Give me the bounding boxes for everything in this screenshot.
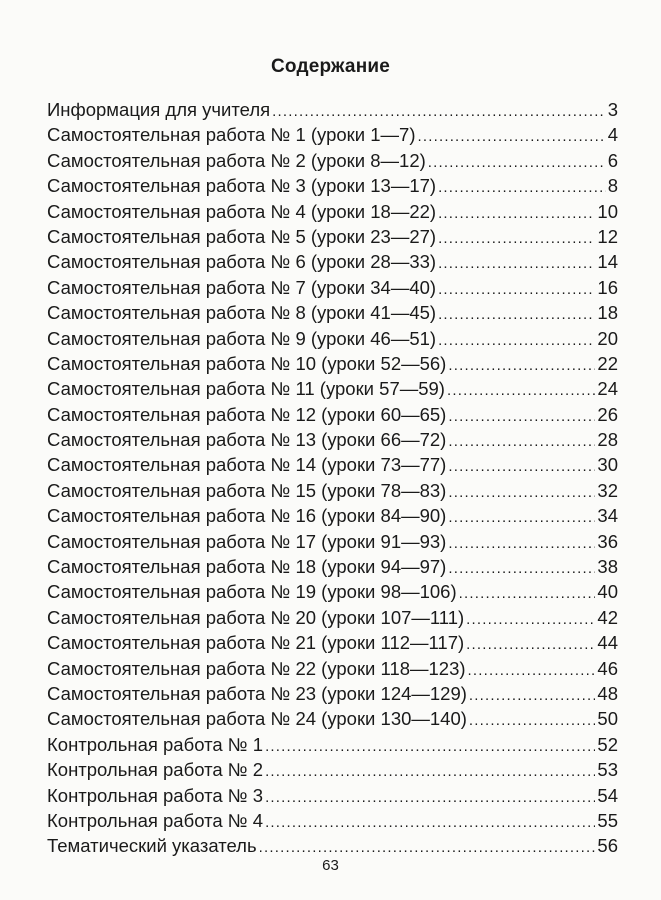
toc-entry[interactable] bbox=[47, 224, 618, 249]
toc-entry-label: Самостоятельная работа № 22 (уроки 118—123) bbox=[47, 657, 466, 679]
toc-entry-page: 22 bbox=[597, 352, 618, 374]
toc-entry[interactable] bbox=[47, 275, 618, 300]
toc-entry[interactable] bbox=[47, 376, 618, 401]
toc-entry[interactable] bbox=[47, 554, 618, 579]
toc-entry-page: 8 bbox=[607, 175, 618, 197]
toc-entry[interactable] bbox=[47, 503, 618, 528]
toc-entry-page: 36 bbox=[597, 530, 618, 552]
dot-leader bbox=[438, 201, 595, 226]
toc-entry[interactable] bbox=[47, 757, 618, 782]
toc-entry-page: 3 bbox=[607, 99, 618, 120]
toc-entry[interactable] bbox=[47, 452, 618, 477]
toc-entry-page: 32 bbox=[597, 479, 618, 501]
toc-entry[interactable] bbox=[47, 351, 618, 376]
dot-leader bbox=[448, 454, 595, 479]
toc-entry[interactable] bbox=[47, 122, 618, 147]
toc-entry-label: Самостоятельная работа № 1 (уроки 1—7) bbox=[47, 124, 416, 146]
toc-entry-page: 14 bbox=[597, 251, 618, 273]
toc-entry-label: Самостоятельная работа № 11 (уроки 57—59) bbox=[47, 378, 445, 400]
toc-entry-page: 4 bbox=[607, 124, 618, 146]
toc-entry-label: Контрольная работа № 1 bbox=[47, 733, 264, 755]
toc-entry-label: Самостоятельная работа № 10 (уроки 52—56) bbox=[47, 352, 447, 374]
dot-leader bbox=[448, 556, 595, 581]
toc-entry[interactable] bbox=[47, 249, 618, 274]
dot-leader bbox=[265, 785, 595, 810]
dot-leader bbox=[469, 683, 596, 708]
dot-leader bbox=[448, 353, 595, 378]
toc-entry-page: 10 bbox=[597, 200, 618, 222]
dot-leader bbox=[448, 429, 595, 454]
toc-entry[interactable] bbox=[47, 173, 618, 198]
toc-entry-page: 53 bbox=[597, 759, 618, 781]
toc-entry-page: 54 bbox=[597, 784, 618, 806]
toc-entry-label: Самостоятельная работа № 9 (уроки 46—51) bbox=[47, 327, 437, 349]
toc-entry-label: Тематический указатель bbox=[47, 835, 257, 857]
dot-leader bbox=[466, 632, 595, 657]
dot-leader bbox=[417, 124, 605, 149]
toc-entry-label: Самостоятельная работа № 14 (уроки 73—77) bbox=[47, 454, 447, 476]
dot-leader bbox=[265, 810, 595, 835]
toc-entry-page: 16 bbox=[597, 276, 618, 298]
toc-entry-page: 6 bbox=[607, 149, 618, 171]
toc-entry-label: Самостоятельная работа № 19 (уроки 98—106) bbox=[47, 581, 457, 603]
page-title: Содержание bbox=[270, 56, 391, 77]
toc-entry[interactable] bbox=[47, 681, 618, 706]
toc-entry-page: 55 bbox=[597, 809, 618, 831]
toc-entry[interactable] bbox=[47, 706, 618, 731]
toc-entry-label: Самостоятельная работа № 24 (уроки 130—140) bbox=[47, 708, 467, 730]
toc-entry-page: 52 bbox=[597, 733, 618, 755]
toc-entry-label: Самостоятельная работа № 3 (уроки 13—17) bbox=[47, 175, 437, 197]
toc-entry-label: Самостоятельная работа № 23 (уроки 124—129) bbox=[47, 682, 467, 704]
toc-entry-page: 44 bbox=[597, 632, 618, 654]
toc-entry[interactable] bbox=[47, 630, 618, 655]
toc-entry-page: 42 bbox=[597, 606, 618, 628]
toc-entry-label: Самостоятельная работа № 2 (уроки 8—12) bbox=[47, 149, 426, 171]
toc-entry-page: 26 bbox=[597, 403, 618, 425]
dot-leader bbox=[438, 277, 595, 302]
dot-leader bbox=[448, 404, 595, 429]
dot-leader bbox=[265, 734, 595, 759]
dot-leader bbox=[438, 302, 595, 327]
toc-entry-page: 34 bbox=[597, 505, 618, 527]
dot-leader bbox=[448, 480, 595, 505]
toc-entry-page: 18 bbox=[597, 302, 618, 324]
toc-entry-label: Самостоятельная работа № 6 (уроки 28—33) bbox=[47, 251, 437, 273]
toc-entry[interactable] bbox=[47, 97, 618, 122]
toc-entry[interactable] bbox=[47, 148, 618, 173]
toc-entry[interactable] bbox=[47, 732, 618, 757]
toc-entry-label: Самостоятельная работа № 5 (уроки 23—27) bbox=[47, 225, 437, 247]
dot-leader bbox=[447, 378, 595, 403]
toc-entry-page: 12 bbox=[597, 225, 618, 247]
toc-entry-label: Самостоятельная работа № 18 (уроки 94—97) bbox=[47, 556, 447, 578]
toc-entry[interactable] bbox=[47, 529, 618, 554]
toc-entry-label: Самостоятельная работа № 12 (уроки 60—65) bbox=[47, 403, 447, 425]
dot-leader bbox=[438, 251, 595, 276]
toc-entry[interactable] bbox=[47, 808, 618, 833]
dot-leader bbox=[438, 328, 595, 353]
toc-entry[interactable] bbox=[47, 402, 618, 427]
toc-entry[interactable] bbox=[47, 833, 618, 858]
dot-leader bbox=[468, 658, 596, 683]
toc-entry-page: 56 bbox=[597, 835, 618, 857]
toc-entry-label: Самостоятельная работа № 20 (уроки 107—111) bbox=[47, 606, 465, 628]
toc-entry-label: Самостоятельная работа № 15 (уроки 78—83) bbox=[47, 479, 447, 501]
toc-entry-page: 40 bbox=[597, 581, 618, 603]
toc-entry-label: Самостоятельная работа № 16 (уроки 84—90) bbox=[47, 505, 447, 527]
toc-entry-page: 50 bbox=[597, 708, 618, 730]
toc-entry-page: 24 bbox=[597, 378, 618, 400]
toc-entry[interactable] bbox=[47, 605, 618, 630]
toc-entry[interactable] bbox=[47, 478, 618, 503]
toc-entry[interactable] bbox=[47, 579, 618, 604]
dot-leader bbox=[469, 708, 596, 733]
dot-leader bbox=[428, 150, 606, 175]
page-number: 63 bbox=[322, 857, 339, 874]
toc-entry-label: Самостоятельная работа № 21 (уроки 112—117) bbox=[47, 632, 465, 654]
toc-entry-page: 46 bbox=[597, 657, 618, 679]
toc-entry-label: Контрольная работа № 2 bbox=[47, 759, 264, 781]
dot-leader bbox=[438, 226, 595, 251]
toc-entry-label: Самостоятельная работа № 4 (уроки 18—22) bbox=[47, 200, 437, 222]
dot-leader bbox=[459, 581, 596, 606]
toc-entry-label: Самостоятельная работа № 13 (уроки 66—72) bbox=[47, 429, 447, 451]
toc-entry[interactable] bbox=[47, 656, 618, 681]
dot-leader bbox=[448, 505, 595, 530]
toc-entry[interactable] bbox=[47, 199, 618, 224]
toc-entry-page: 20 bbox=[597, 327, 618, 349]
toc-entry[interactable] bbox=[47, 427, 618, 452]
toc-entry-label: Информация для учителя bbox=[47, 99, 271, 120]
dot-leader bbox=[265, 759, 595, 784]
toc-entry-page: 30 bbox=[597, 454, 618, 476]
toc-entry-label: Самостоятельная работа № 8 (уроки 41—45) bbox=[47, 302, 437, 324]
toc-entry-label: Самостоятельная работа № 7 (уроки 34—40) bbox=[47, 276, 437, 298]
toc-entry-label: Контрольная работа № 4 bbox=[47, 809, 264, 831]
dot-leader bbox=[448, 531, 595, 556]
table-of-contents bbox=[47, 97, 618, 859]
dot-leader bbox=[272, 99, 606, 124]
toc-entry-label: Самостоятельная работа № 17 (уроки 91—93) bbox=[47, 530, 447, 552]
dot-leader bbox=[466, 607, 595, 632]
toc-entry-page: 38 bbox=[597, 556, 618, 578]
toc-entry-label: Контрольная работа № 3 bbox=[47, 784, 264, 806]
toc-entry[interactable] bbox=[47, 326, 618, 351]
dot-leader bbox=[438, 175, 606, 200]
toc-entry-page: 28 bbox=[597, 429, 618, 451]
toc-entry[interactable] bbox=[47, 783, 618, 808]
toc-entry-page: 48 bbox=[597, 682, 618, 704]
toc-entry[interactable] bbox=[47, 300, 618, 325]
